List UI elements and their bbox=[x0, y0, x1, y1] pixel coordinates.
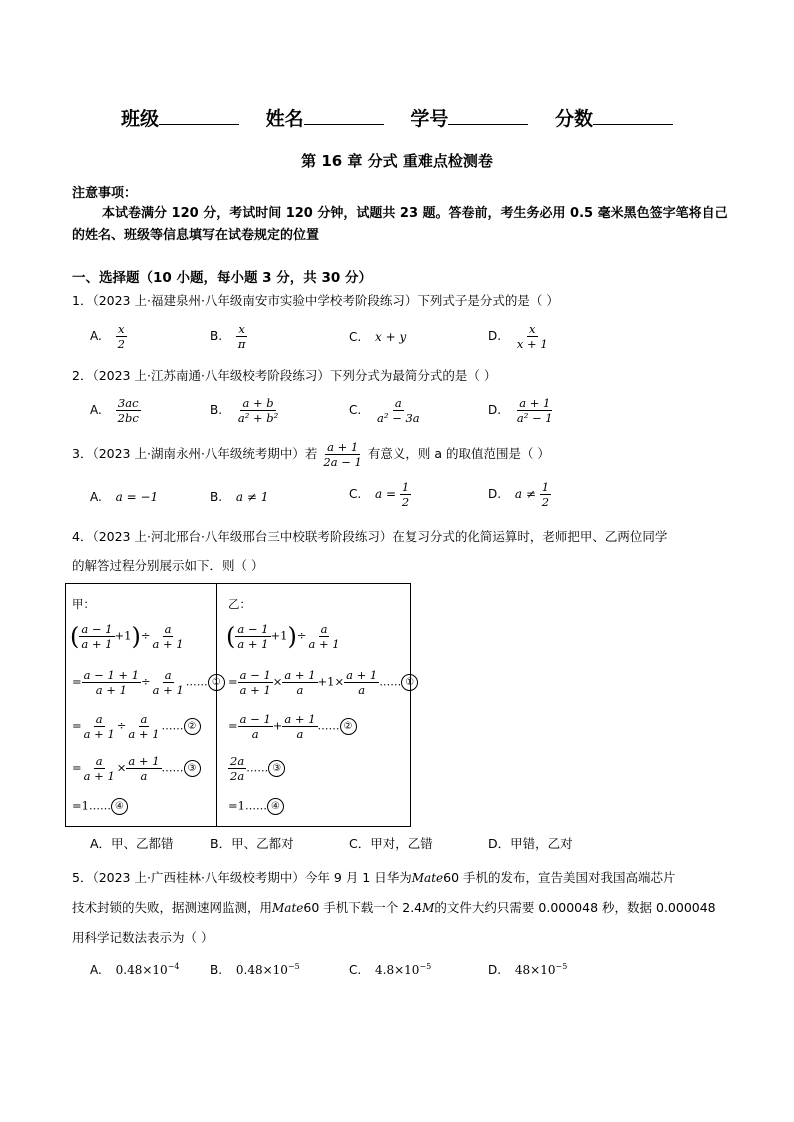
jia-line-0: ( $\frac{a - 1}{a + 1}$ +1)÷ $\frac{a}{a + 1}$ bbox=[70, 622, 184, 651]
q5-option-b[interactable]: B. $0.48\times 10^{-5}$ bbox=[210, 962, 300, 977]
q1-option-b[interactable]: B. $\frac{x}{\pi}$ bbox=[210, 322, 246, 351]
q3-option-d[interactable]: D. a ≠ $\frac{1}{2}$ bbox=[488, 480, 550, 509]
q2-option-d[interactable]: D. $\frac{a + 1}{\text{a² − 1}}$ bbox=[488, 396, 553, 425]
yi-line-2: = $\frac{a - 1}{a}$ + $\frac{a + 1}{a}$ …… ② bbox=[228, 712, 357, 741]
q4-option-b[interactable]: B．甲、乙都对 bbox=[210, 836, 294, 851]
q3-option-b[interactable]: B. a ≠ 1 bbox=[210, 490, 269, 504]
fraction: $\frac{a + 1}{\text{a² − 1}}$ bbox=[516, 396, 553, 425]
q4-option-a[interactable]: A．甲、乙都错 bbox=[90, 836, 174, 851]
solution-divider bbox=[216, 584, 217, 826]
q1-option-c[interactable]: C. x + y bbox=[349, 330, 407, 344]
solution-box bbox=[65, 583, 415, 827]
fraction: $\frac{1}{2}$ bbox=[541, 480, 550, 509]
q1-option-d[interactable]: D. $\frac{x}{x + 1}$ bbox=[488, 322, 548, 351]
page-title: 第 16 章 分式 重难点检测卷 bbox=[301, 152, 493, 170]
question-3-stem: 3．（2023 上·湖南永州·八年级统考期中）若 $\frac{a + 1}{2a - 1}$ 有意义，则 a 的取值范围是（ ） bbox=[72, 440, 550, 469]
yi-line-3: $\frac{2a}{2a}$ …… ③ bbox=[228, 754, 285, 783]
id-label: 学号 bbox=[410, 108, 449, 130]
fraction: $\frac{x}{2}$ bbox=[117, 322, 125, 351]
q4-option-d[interactable]: D．甲错，乙对 bbox=[488, 836, 573, 851]
fraction: $\frac{x}{x + 1}$ bbox=[516, 322, 548, 351]
question-1-stem: 1．（2023 上·福建泉州·八年级南安市实验中学校考阶段练习）下列式子是分式的是（ ） bbox=[72, 293, 559, 308]
question-5-line2: 技术封锁的失败，据测速网监测，用Mate60 手机下载一个 2.4M的文件大约只需要 0.000048 秒，数据 0.000048 bbox=[72, 900, 716, 915]
name-label: 姓名 bbox=[265, 108, 304, 130]
q3-option-a[interactable]: A. a = −1 bbox=[90, 490, 159, 504]
question-5-line3: 用科学记数法表示为（ ） bbox=[72, 930, 214, 945]
class-label: 班级 bbox=[121, 108, 160, 130]
jia-line-3: = $\frac{a}{a + 1}$ × $\frac{a + 1}{a}$ …… ③ bbox=[72, 754, 201, 783]
q4-option-c[interactable]: C．甲对，乙错 bbox=[349, 836, 433, 851]
yi-line-4: =1…… ④ bbox=[228, 798, 284, 815]
yi-line-0: ( $\frac{a - 1}{a + 1}$ +1)÷ $\frac{a}{a + 1}$ bbox=[226, 622, 340, 651]
fraction: $\frac{a + b}{\text{a² + b²}}$ bbox=[237, 396, 279, 425]
question-5-line1: 5．（2023 上·广西桂林·八年级校考期中）今年 9 月 1 日华为Mate60 手机的发布，宣告美国对我国高端芯片 bbox=[72, 870, 676, 885]
notice-body: 本试卷满分 120 分，考试时间 120 分钟，试题共 23 题。答卷前，考生务必用 0.5 毫米黑色签字笔将自己的姓名、班级等信息填写在试卷规定的位置 bbox=[72, 206, 728, 243]
fraction: $\frac{x}{\pi}$ bbox=[237, 322, 246, 351]
id-blank[interactable] bbox=[448, 106, 528, 125]
q1-option-a[interactable]: A. $\frac{x}{2}$ bbox=[90, 322, 125, 351]
notice-heading: 注意事项： bbox=[72, 186, 138, 201]
fraction: $\frac{a + 1}{2a - 1}$ bbox=[323, 440, 362, 469]
fraction: $\frac{3ac}{2bc}$ bbox=[117, 396, 139, 425]
section-heading: 一、选择题（10 小题，每小题 3 分，共 30 分） bbox=[72, 270, 372, 286]
jia-line-2: = $\frac{a}{a + 1}$ ÷ $\frac{a}{a + 1}$ …… ② bbox=[72, 712, 201, 741]
q2-option-c[interactable]: C. $\frac{a}{\text{a² − 3a}}$ bbox=[349, 396, 420, 425]
name-blank[interactable] bbox=[304, 106, 384, 125]
score-label: 分数 bbox=[554, 108, 593, 130]
fraction: $\frac{1}{2}$ bbox=[401, 480, 410, 509]
q3-option-c[interactable]: C. a = $\frac{1}{2}$ bbox=[349, 480, 410, 509]
yi-line-1: = $\frac{a - 1}{a + 1}$ × $\frac{a + 1}{a}$ +1× $\frac{a + 1}{a}$ …… ① bbox=[228, 668, 418, 697]
q2-option-b[interactable]: B. $\frac{a + b}{\text{a² + b²}}$ bbox=[210, 396, 279, 425]
q5-option-a[interactable]: A. $0.48\times 10^{-4}$ bbox=[90, 962, 180, 977]
question-4-stem-line2: 的解答过程分别展示如下．则（ ） bbox=[72, 558, 264, 573]
student-info-header bbox=[0, 104, 794, 131]
score-blank[interactable] bbox=[593, 106, 673, 125]
jia-line-1: = $\frac{a - 1 + 1}{a + 1}$ ÷ $\frac{a}{a + 1}$ …… ① bbox=[72, 668, 225, 697]
yi-label: 乙： bbox=[228, 597, 251, 611]
jia-label: 甲： bbox=[72, 597, 95, 611]
fraction: $\frac{a}{\text{a² − 3a}}$ bbox=[377, 396, 420, 425]
q5-option-d[interactable]: D. $48\times 10^{-5}$ bbox=[488, 962, 568, 977]
q5-option-c[interactable]: C. $4.8\times 10^{-5}$ bbox=[349, 962, 432, 977]
question-2-stem: 2．（2023 上·江苏南通·八年级校考阶段练习）下列分式为最简分式的是（ ） bbox=[72, 368, 497, 383]
jia-line-4: =1…… ④ bbox=[72, 798, 128, 815]
q2-option-a[interactable]: A. $\frac{3ac}{2bc}$ bbox=[90, 396, 139, 425]
question-4-stem-line1: 4．（2023 上·河北邢台·八年级邢台三中校联考阶段练习）在复习分式的化简运算时，老师把甲、乙两位同学 bbox=[72, 529, 668, 544]
class-blank[interactable] bbox=[159, 106, 239, 125]
